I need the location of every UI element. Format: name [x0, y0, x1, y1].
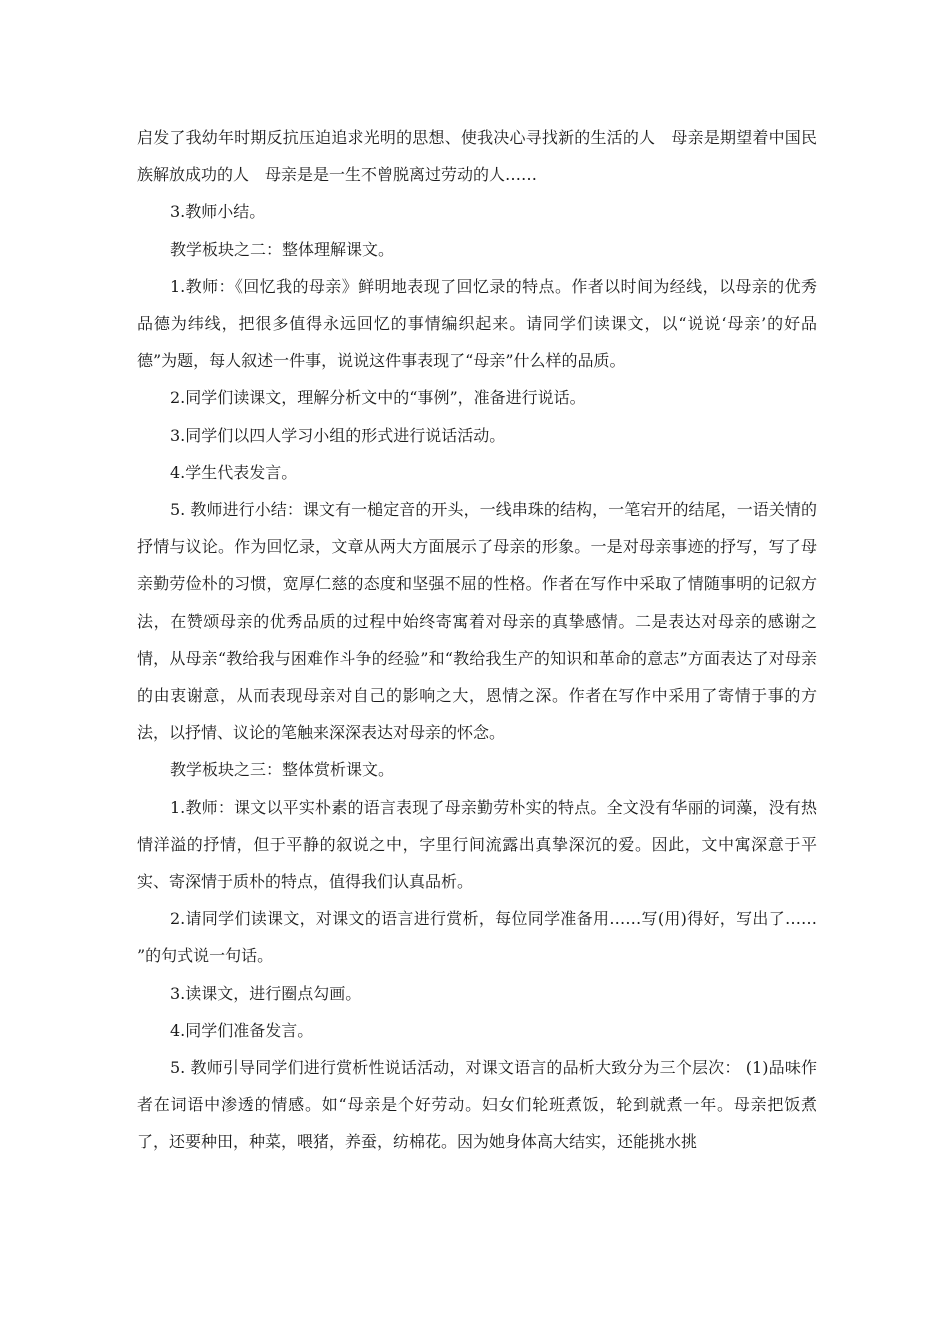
- paragraph-appreciation-4: 4.同学们准备发言。: [170, 1020, 314, 1040]
- paragraph-step-2: 2.同学们读课文，理解分析文中的“事例”，准备进行说话。: [170, 388, 586, 408]
- document-body: [137, 119, 817, 1161]
- section-heading-2: 教学板块之二：整体理解课文。: [170, 239, 395, 259]
- paragraph-appreciation-2: 2.请同学们读课文，对课文的语言进行赏析，每位同学准备用……写(用)得好，写出了…… ”的句式说一句话。: [137, 909, 817, 966]
- paragraph-appreciation-3: 3.读课文，进行圈点勾画。: [170, 983, 362, 1003]
- paragraph-appreciation-5: 5. 教师引导同学们进行赏析性说话活动，对课文语言的品析大致分为三个层次： (1)品味作者在词语中渗透的情感。如“母亲是个好劳动。妇女们轮班煮饭，轮到就煮一年。母亲把饭煮了，还要种田，种菜，喂猪，养蚕，纺棉花。因为她身体高大结实，还能挑水挑: [137, 1058, 817, 1152]
- paragraph-teacher-summary: 3.教师小结。: [170, 202, 266, 222]
- paragraph-continuation: 启发了我幼年时期反抗压迫追求光明的思想、使我决心寻找新的生活的人 母亲是期望着中国民族解放成功的人 母亲是是一生不曾脱离过劳动的人……: [137, 128, 817, 185]
- paragraph-step-5: 5. 教师进行小结：课文有一槌定音的开头，一线串珠的结构，一笔宕开的结尾，一语关情的抒情与议论。作为回忆录，文章从两大方面展示了母亲的形象。一是对母亲事迹的抒写，写了母亲勤劳俭朴的习惯，宽厚仁慈的态度和坚强不屈的性格。作者在写作中采取了情随事明的记叙方法，在赞颂母亲的优秀品质的过程中始终寄寓着对母亲的真挚感情。二是表达对母亲的感谢之情，从母亲“教给我与困难作斗争的经验”和“教给我生产的知识和革命的意志”方面表达了对母亲的由衷谢意，从而表现母亲对自己的影响之大，恩情之深。作者在写作中采用了寄情于事的方法，以抒情、议论的笔触来深深表达对母亲的怀念。: [137, 500, 817, 743]
- paragraph-appreciation-1: 1.教师：课文以平实朴素的语言表现了母亲勤劳朴实的特点。全文没有华丽的词藻，没有热情洋溢的抒情，但于平静的叙说之中，字里行间流露出真挚深沉的爱。因此，文中寓深意于平实、寄深情于质朴的特点，值得我们认真品析。: [137, 797, 817, 892]
- paragraph-step-1: 1.教师：《回忆我的母亲》鲜明地表现了回忆录的特点。作者以时间为经线，以母亲的优秀品德为纬线，把很多值得永远回忆的事情编织起来。请同学们读课文，以“说说‘母亲’的好品德”为题，每人叙述一件事，说说这件事表现了“母亲”什么样的品质。: [137, 276, 817, 371]
- section-heading-3: 教学板块之三：整体赏析课文。: [170, 760, 395, 780]
- paragraph-step-3: 3.同学们以四人学习小组的形式进行说话活动。: [170, 425, 506, 445]
- paragraph-step-4: 4.学生代表发言。: [170, 462, 298, 482]
